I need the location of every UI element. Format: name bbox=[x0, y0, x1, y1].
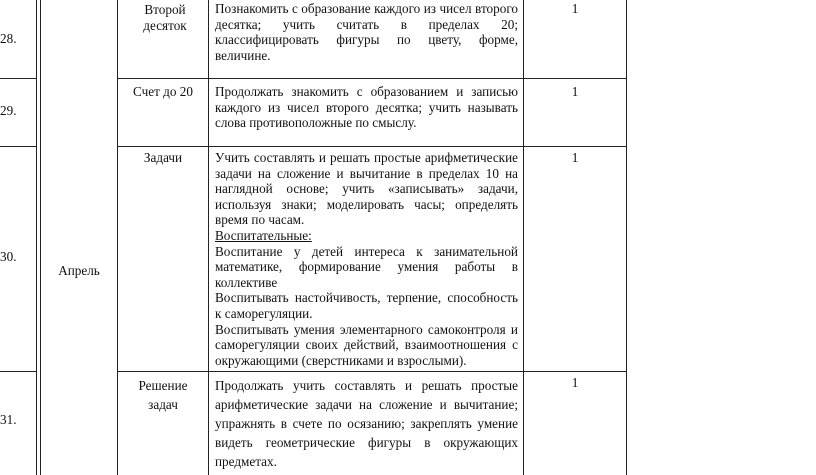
content-30-subheading: Воспитательные: bbox=[215, 227, 312, 243]
row-divider-30-31-right bbox=[117, 371, 627, 372]
table-border-left-b bbox=[40, 0, 41, 475]
row-topic-30: Задачи bbox=[143, 150, 183, 165]
table-divider-month bbox=[117, 0, 118, 475]
content-30-sub-paragraph-1: Воспитание у детей интереса к занимательной математике, формирование умения работы в коллективе bbox=[215, 243, 518, 290]
row-topic-31: Решение задач bbox=[138, 378, 188, 412]
row-number-29: 29. bbox=[0, 103, 17, 118]
row-hours-31: 1 bbox=[571, 375, 579, 390]
content-30-sub-paragraph-3: Воспитывать умения элементарного самоконтроля и саморегуляции своих действий, взаимоотношения с окружающими (сверстниками и взрослыми). bbox=[215, 321, 518, 368]
row-hours-29: 1 bbox=[571, 84, 579, 99]
table-border-left-a bbox=[36, 0, 37, 475]
row-divider-29-30-right bbox=[117, 146, 627, 147]
row-divider-29-30 bbox=[0, 146, 36, 147]
row-content-31: Продолжать учить составлять и решать простые арифметические задачи на сложение и вычитание; упражнять в счете по осязанию; закреплять умение видеть геометрические фигуры в окружающих предметах. bbox=[215, 378, 518, 469]
table-border-right bbox=[626, 0, 627, 475]
row-topic-28: Второй десяток bbox=[143, 2, 187, 33]
row-hours-30: 1 bbox=[571, 150, 579, 165]
content-30-paragraph: Учить составлять и решать простые арифметические задачи на сложение и вычитание в пределах 10 на наглядной основе; учить «записывать» задачи, используя знаки; моделировать часы; определять время по часам. bbox=[215, 150, 518, 228]
table-divider-topic bbox=[208, 0, 209, 475]
row-number-28: 28. bbox=[0, 31, 17, 46]
row-divider-28-29-right bbox=[117, 78, 627, 79]
table-divider-content bbox=[523, 0, 524, 475]
row-content-30 bbox=[215, 150, 518, 368]
row-content-28: Познакомить с образование каждого из чисел второго десятка; учить считать в пределах 20; классифицировать фигуры по цвету, форме, величине. bbox=[215, 1, 518, 63]
row-content-29: Продолжать знакомить с образованием и записью каждого из чисел второго десятка; учить называть слова противоположные по смыслу. bbox=[215, 84, 518, 131]
row-number-30: 30. bbox=[0, 249, 17, 264]
row-divider-30-31 bbox=[0, 371, 36, 372]
month-label: Апрель bbox=[58, 263, 100, 278]
content-30-sub-paragraph-2: Воспитывать настойчивость, терпение, способность к саморегуляции. bbox=[215, 290, 518, 321]
row-topic-29: Счет до 20 bbox=[133, 84, 193, 99]
row-divider-28-29 bbox=[0, 78, 36, 79]
row-hours-28: 1 bbox=[571, 1, 579, 16]
row-number-31: 31. bbox=[0, 412, 17, 427]
